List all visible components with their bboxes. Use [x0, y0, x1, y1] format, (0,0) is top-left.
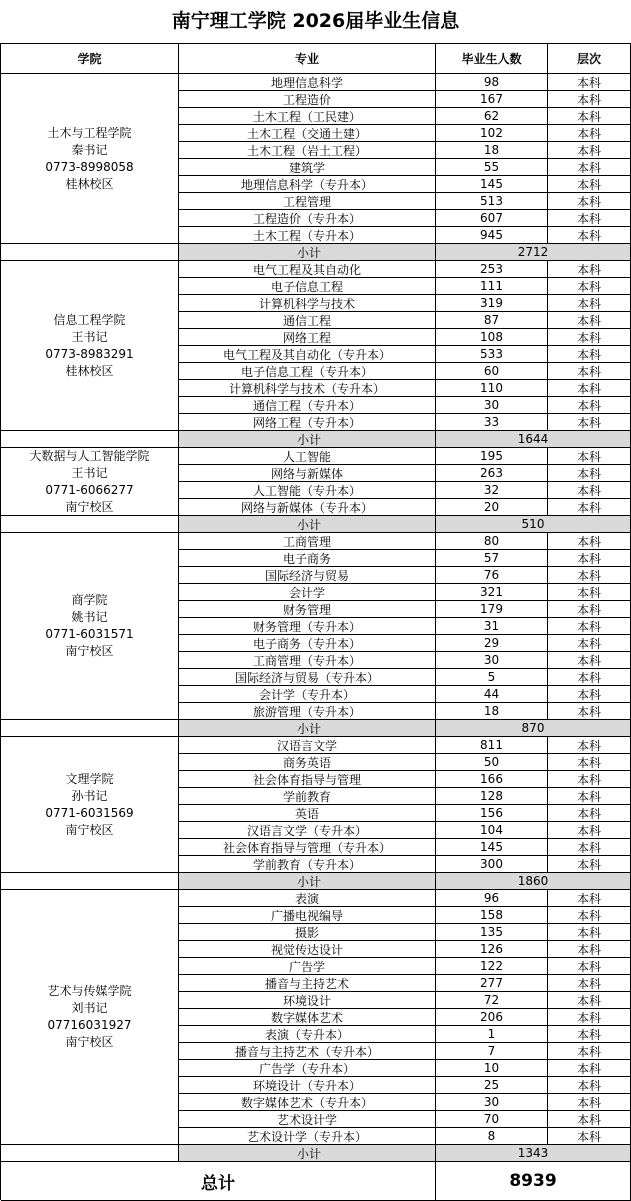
college-info-line: 南宁校区 — [65, 499, 114, 514]
graduate-count: 167 — [436, 91, 548, 108]
degree-level: 本科 — [548, 669, 631, 686]
degree-level: 本科 — [548, 907, 631, 924]
college-info-line: 艺术与传媒学院 — [47, 984, 132, 998]
graduate-count: 277 — [436, 975, 548, 992]
subtotal-value: 870 — [436, 720, 631, 737]
subtotal-label: 小计 — [179, 516, 436, 533]
degree-level: 本科 — [548, 193, 631, 210]
graduate-count: 8 — [436, 1128, 548, 1145]
graduate-count: 179 — [436, 601, 548, 618]
degree-level: 本科 — [548, 159, 631, 176]
graduate-count: 20 — [436, 499, 548, 516]
header-major: 专业 — [179, 44, 436, 74]
degree-level: 本科 — [548, 788, 631, 805]
header-count: 毕业生人数 — [436, 44, 548, 74]
college-cell — [1, 448, 179, 516]
graduate-count: 32 — [436, 482, 548, 499]
graduate-count: 533 — [436, 346, 548, 363]
graduate-count: 206 — [436, 1009, 548, 1026]
major-name: 社会体育指导与管理（专升本） — [179, 839, 436, 856]
degree-level: 本科 — [548, 805, 631, 822]
major-name: 财务管理 — [179, 601, 436, 618]
subtotal-value: 1860 — [436, 873, 631, 890]
graduate-count: 607 — [436, 210, 548, 227]
graduate-count: 102 — [436, 125, 548, 142]
graduate-count: 25 — [436, 1077, 548, 1094]
major-name: 建筑学 — [179, 159, 436, 176]
subtotal-label: 小计 — [179, 720, 436, 737]
degree-level: 本科 — [548, 839, 631, 856]
degree-level: 本科 — [548, 74, 631, 91]
college-info-line: 0773-8998058 — [45, 159, 134, 174]
degree-level: 本科 — [548, 278, 631, 295]
graduate-count: 300 — [436, 856, 548, 873]
graduate-count: 10 — [436, 1060, 548, 1077]
major-name: 电子商务 — [179, 550, 436, 567]
subtotal-label: 小计 — [179, 873, 436, 890]
degree-level: 本科 — [548, 856, 631, 873]
college-info-line: 秦书记 — [71, 142, 108, 157]
college-info-line: 姚书记 — [71, 610, 108, 624]
graduate-count: 108 — [436, 329, 548, 346]
subtotal-label: 小计 — [179, 431, 436, 448]
graduate-count: 44 — [436, 686, 548, 703]
degree-level: 本科 — [548, 703, 631, 720]
major-name: 网络与新媒体（专升本） — [179, 499, 436, 516]
degree-level: 本科 — [548, 142, 631, 159]
major-name: 计算机科学与技术 — [179, 295, 436, 312]
college-info-line: 文理学院 — [65, 771, 114, 786]
graduate-count: 166 — [436, 771, 548, 788]
major-name: 学前教育（专升本） — [179, 856, 436, 873]
degree-level: 本科 — [548, 312, 631, 329]
graduate-count: 72 — [436, 992, 548, 1009]
major-name: 广播电视编导 — [179, 907, 436, 924]
graduate-count: 156 — [436, 805, 548, 822]
graduate-count: 29 — [436, 635, 548, 652]
graduate-count: 87 — [436, 312, 548, 329]
major-name: 摄影 — [179, 924, 436, 941]
graduate-count: 70 — [436, 1111, 548, 1128]
major-name: 土木工程（专升本） — [179, 227, 436, 244]
major-name: 地理信息科学 — [179, 74, 436, 91]
major-name: 播音与主持艺术 — [179, 975, 436, 992]
degree-level: 本科 — [548, 329, 631, 346]
degree-level: 本科 — [548, 210, 631, 227]
major-name: 旅游管理（专升本） — [179, 703, 436, 720]
major-name: 汉语言文学（专升本） — [179, 822, 436, 839]
graduate-count: 96 — [436, 890, 548, 907]
degree-level: 本科 — [548, 176, 631, 193]
college-info-line: 商学院 — [71, 593, 108, 607]
major-name: 广告学 — [179, 958, 436, 975]
degree-level: 本科 — [548, 125, 631, 142]
major-name: 土木工程（工民建） — [179, 108, 436, 125]
graduate-count: 145 — [436, 176, 548, 193]
major-name: 数字媒体艺术（专升本） — [179, 1094, 436, 1111]
major-name: 工程造价 — [179, 91, 436, 108]
graduate-count: 1 — [436, 1026, 548, 1043]
graduate-count: 111 — [436, 278, 548, 295]
major-name: 电气工程及其自动化（专升本） — [179, 346, 436, 363]
subtotal-blank — [1, 1145, 179, 1162]
degree-level: 本科 — [548, 380, 631, 397]
major-name: 会计学 — [179, 584, 436, 601]
degree-level: 本科 — [548, 992, 631, 1009]
page-title: 南宁理工学院 2026届毕业生信息 — [171, 10, 460, 32]
major-name: 土木工程（岩土工程） — [179, 142, 436, 159]
major-name: 网络工程（专升本） — [179, 414, 436, 431]
degree-level: 本科 — [548, 465, 631, 482]
college-info-line: 王书记 — [71, 329, 108, 344]
degree-level: 本科 — [548, 550, 631, 567]
degree-level: 本科 — [548, 1094, 631, 1111]
degree-level: 本科 — [548, 941, 631, 958]
subtotal-value: 1644 — [436, 431, 631, 448]
major-name: 国际经济与贸易（专升本） — [179, 669, 436, 686]
graduate-count: 30 — [436, 397, 548, 414]
graduate-count: 62 — [436, 108, 548, 125]
major-name: 计算机科学与技术（专升本） — [179, 380, 436, 397]
college-info-line: 0771-6066277 — [45, 482, 134, 497]
graduate-count: 33 — [436, 414, 548, 431]
college-info-line: 桂林校区 — [65, 176, 114, 191]
major-name: 工商管理（专升本） — [179, 652, 436, 669]
subtotal-blank — [1, 720, 179, 737]
graduate-count: 18 — [436, 142, 548, 159]
degree-level: 本科 — [548, 1128, 631, 1145]
graduate-count: 158 — [436, 907, 548, 924]
major-name: 艺术设计学（专升本） — [179, 1128, 436, 1145]
degree-level: 本科 — [548, 737, 631, 754]
graduate-count: 30 — [436, 1094, 548, 1111]
major-name: 播音与主持艺术（专升本） — [179, 1043, 436, 1060]
college-info-line: 王书记 — [71, 465, 108, 480]
degree-level: 本科 — [548, 448, 631, 465]
degree-level: 本科 — [548, 771, 631, 788]
graduate-count: 30 — [436, 652, 548, 669]
degree-level: 本科 — [548, 1026, 631, 1043]
total-value: 8939 — [436, 1162, 631, 1201]
major-name: 人工智能 — [179, 448, 436, 465]
major-name: 广告学（专升本） — [179, 1060, 436, 1077]
graduate-count: 5 — [436, 669, 548, 686]
major-name: 数字媒体艺术 — [179, 1009, 436, 1026]
major-name: 商务英语 — [179, 754, 436, 771]
graduate-count: 104 — [436, 822, 548, 839]
college-cell — [1, 74, 179, 244]
major-name: 工商管理 — [179, 533, 436, 550]
graduate-count: 57 — [436, 550, 548, 567]
graduate-count: 128 — [436, 788, 548, 805]
graduate-count: 122 — [436, 958, 548, 975]
major-name: 通信工程 — [179, 312, 436, 329]
degree-level: 本科 — [548, 414, 631, 431]
degree-level: 本科 — [548, 346, 631, 363]
college-info-line: 孙书记 — [71, 788, 108, 803]
major-name: 表演 — [179, 890, 436, 907]
degree-level: 本科 — [548, 567, 631, 584]
major-name: 国际经济与贸易 — [179, 567, 436, 584]
graduate-count: 195 — [436, 448, 548, 465]
major-name: 汉语言文学 — [179, 737, 436, 754]
degree-level: 本科 — [548, 890, 631, 907]
graduate-count: 110 — [436, 380, 548, 397]
graduate-count: 98 — [436, 74, 548, 91]
degree-level: 本科 — [548, 533, 631, 550]
major-name: 英语 — [179, 805, 436, 822]
major-name: 电子商务（专升本） — [179, 635, 436, 652]
degree-level: 本科 — [548, 261, 631, 278]
major-name: 工程管理 — [179, 193, 436, 210]
college-cell — [1, 890, 179, 1145]
degree-level: 本科 — [548, 363, 631, 380]
major-name: 学前教育 — [179, 788, 436, 805]
major-name: 会计学（专升本） — [179, 686, 436, 703]
subtotal-value: 1343 — [436, 1145, 631, 1162]
degree-level: 本科 — [548, 924, 631, 941]
degree-level: 本科 — [548, 618, 631, 635]
degree-level: 本科 — [548, 227, 631, 244]
major-name: 表演（专升本） — [179, 1026, 436, 1043]
college-info-line: 0771-6031571 — [45, 627, 134, 641]
graduate-count: 60 — [436, 363, 548, 380]
major-name: 工程造价（专升本） — [179, 210, 436, 227]
graduate-count: 945 — [436, 227, 548, 244]
degree-level: 本科 — [548, 1111, 631, 1128]
college-cell — [1, 261, 179, 431]
major-name: 电气工程及其自动化 — [179, 261, 436, 278]
college-info-line: 信息工程学院 — [53, 312, 126, 327]
graduate-count: 55 — [436, 159, 548, 176]
degree-level: 本科 — [548, 1009, 631, 1026]
degree-level: 本科 — [548, 635, 631, 652]
graduate-count: 7 — [436, 1043, 548, 1060]
subtotal-blank — [1, 431, 179, 448]
college-info-line: 南宁校区 — [65, 1035, 114, 1049]
major-name: 财务管理（专升本） — [179, 618, 436, 635]
degree-level: 本科 — [548, 108, 631, 125]
degree-level: 本科 — [548, 958, 631, 975]
major-name: 环境设计（专升本） — [179, 1077, 436, 1094]
graduate-count: 18 — [436, 703, 548, 720]
major-name: 网络与新媒体 — [179, 465, 436, 482]
degree-level: 本科 — [548, 754, 631, 771]
subtotal-blank — [1, 516, 179, 533]
major-name: 视觉传达设计 — [179, 941, 436, 958]
degree-level: 本科 — [548, 91, 631, 108]
subtotal-blank — [1, 244, 179, 261]
major-name: 地理信息科学（专升本） — [179, 176, 436, 193]
degree-level: 本科 — [548, 482, 631, 499]
major-name: 社会体育指导与管理 — [179, 771, 436, 788]
graduate-count: 263 — [436, 465, 548, 482]
graduate-count: 145 — [436, 839, 548, 856]
graduate-count: 126 — [436, 941, 548, 958]
header-college: 学院 — [1, 44, 179, 74]
graduate-count: 321 — [436, 584, 548, 601]
college-info-line: 南宁校区 — [65, 644, 114, 658]
degree-level: 本科 — [548, 295, 631, 312]
subtotal-blank — [1, 873, 179, 890]
college-info-line: 南宁校区 — [65, 822, 114, 837]
major-name: 人工智能（专升本） — [179, 482, 436, 499]
college-info-line: 刘书记 — [71, 1001, 108, 1015]
college-info-line: 0771-6031569 — [45, 805, 134, 820]
graduate-count: 135 — [436, 924, 548, 941]
major-name: 艺术设计学 — [179, 1111, 436, 1128]
degree-level: 本科 — [548, 1060, 631, 1077]
subtotal-label: 小计 — [179, 244, 436, 261]
college-info-line: 大数据与人工智能学院 — [29, 448, 150, 463]
major-name: 电子信息工程（专升本） — [179, 363, 436, 380]
graduate-count: 513 — [436, 193, 548, 210]
major-name: 电子信息工程 — [179, 278, 436, 295]
degree-level: 本科 — [548, 686, 631, 703]
subtotal-value: 2712 — [436, 244, 631, 261]
degree-level: 本科 — [548, 1043, 631, 1060]
degree-level: 本科 — [548, 499, 631, 516]
degree-level: 本科 — [548, 584, 631, 601]
major-name: 网络工程 — [179, 329, 436, 346]
college-cell — [1, 737, 179, 873]
degree-level: 本科 — [548, 601, 631, 618]
degree-level: 本科 — [548, 975, 631, 992]
major-name: 通信工程（专升本） — [179, 397, 436, 414]
graduate-count: 80 — [436, 533, 548, 550]
total-label: 总计 — [1, 1162, 436, 1201]
graduate-count: 31 — [436, 618, 548, 635]
college-info-line: 桂林校区 — [65, 363, 114, 378]
college-cell — [1, 533, 179, 720]
degree-level: 本科 — [548, 397, 631, 414]
header-level: 层次 — [548, 44, 631, 74]
college-info-line: 07716031927 — [47, 1018, 132, 1032]
degree-level: 本科 — [548, 822, 631, 839]
major-name: 环境设计 — [179, 992, 436, 1009]
graduate-count: 50 — [436, 754, 548, 771]
degree-level: 本科 — [548, 652, 631, 669]
graduate-count: 319 — [436, 295, 548, 312]
degree-level: 本科 — [548, 1077, 631, 1094]
graduate-count: 253 — [436, 261, 548, 278]
graduate-count: 811 — [436, 737, 548, 754]
college-info-line: 0773-8983291 — [45, 346, 134, 361]
college-info-line: 土木与工程学院 — [47, 125, 132, 140]
subtotal-value: 510 — [436, 516, 631, 533]
subtotal-label: 小计 — [179, 1145, 436, 1162]
major-name: 土木工程（交通土建） — [179, 125, 436, 142]
graduates-table — [0, 43, 631, 1200]
graduate-count: 76 — [436, 567, 548, 584]
